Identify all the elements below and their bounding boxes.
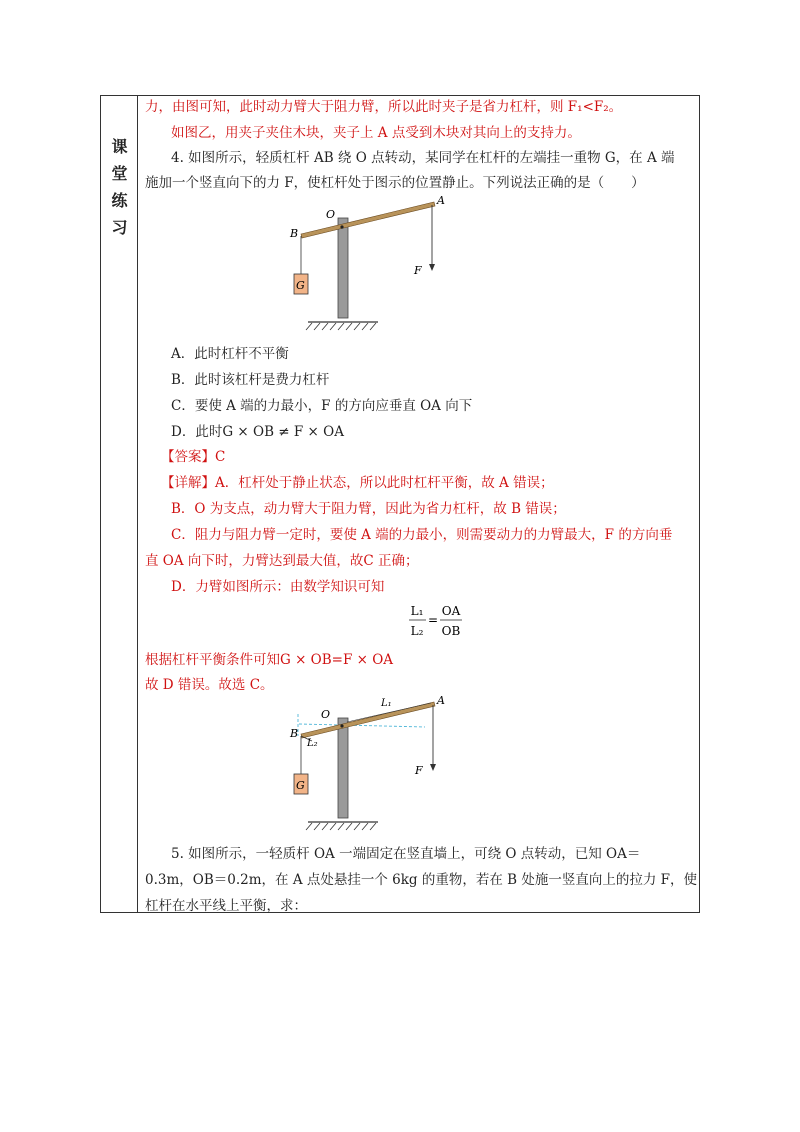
lever-figure-1 <box>276 196 506 331</box>
eq-oa: OA <box>441 604 461 618</box>
explanation-line: 如图乙，用夹子夹住木块，夹子上 A 点受到木块对其向上的支持力。 <box>171 125 581 141</box>
label-f: F <box>415 764 423 777</box>
lever-figure-2 <box>281 696 511 831</box>
balance-condition: 根据杠杆平衡条件可知G × OB=F × OA <box>145 652 394 668</box>
label-l2: L₂ <box>307 738 318 749</box>
explanation-b: B．O 为支点，动力臂大于阻力臂，因此为省力杠杆，故 B 错误； <box>171 501 566 517</box>
side-char: 课 <box>111 137 128 156</box>
ground-hatch <box>306 823 376 830</box>
label-o: O <box>321 708 331 721</box>
answer: 【答案】C <box>161 449 226 465</box>
question-5-text: 杠杆在水平线上平衡，求： <box>145 898 307 914</box>
side-char: 堂 <box>111 164 128 183</box>
side-column <box>101 96 138 912</box>
eq-l1: L₁ <box>410 604 424 618</box>
explanation-c: 直 OA 向下时，力臂达到最大值，故C 正确； <box>145 553 419 569</box>
label-o: O <box>326 208 336 221</box>
question-4-text: 施加一个竖直向下的力 F，使杠杆处于图示的位置静止。下列说法正确的是（ ） <box>145 175 645 191</box>
label-a: A <box>437 696 445 707</box>
label-a: A <box>437 196 445 207</box>
lever-arm-l1 <box>299 724 425 727</box>
pivot-point <box>340 724 343 727</box>
label-f: F <box>414 264 422 277</box>
label-b: B <box>290 227 299 240</box>
eq-ob: OB <box>441 624 461 638</box>
option-a: A．此时杠杆不平衡 <box>171 346 289 362</box>
explanation-line: 力，由图可知，此时动力臂大于阻力臂，所以此时夹子是省力杠杆，则 F₁<F₂。 <box>145 99 623 115</box>
eq-sign: = <box>427 613 439 627</box>
option-c: C．要使 A 端的力最小，F 的方向应垂直 OA 向下 <box>171 398 473 414</box>
lesson-table <box>100 95 700 913</box>
explanation-d: D．力臂如图所示：由数学知识可知 <box>171 579 385 595</box>
ground-hatch <box>306 323 376 330</box>
force-arrowhead <box>430 764 436 771</box>
conclusion: 故 D 错误。故选 C。 <box>145 677 274 693</box>
label-l1: L₁ <box>381 698 392 709</box>
question-4-text: 4. 如图所示，轻质杠杆 AB 绕 O 点转动，某同学在杠杆的左端挂一重物 G，在 A 端 <box>171 150 675 166</box>
support-pole <box>338 218 348 318</box>
support-pole <box>338 718 348 818</box>
option-d: D．此时G × OB ≠ F × OA <box>171 424 344 440</box>
label-g: G <box>296 779 305 792</box>
eq-l2: L₂ <box>410 624 424 638</box>
force-arrowhead <box>429 264 435 271</box>
option-b: B．此时该杠杆是费力杠杆 <box>171 372 330 388</box>
pivot-point <box>340 225 343 228</box>
explanation-a: 【详解】A．杠杆处于静止状态，所以此时杠杆平衡，故 A 错误； <box>161 475 554 491</box>
side-char: 习 <box>111 218 128 237</box>
side-char: 练 <box>111 191 128 210</box>
explanation-c: C．阻力与阻力臂一定时，要使 A 端的力最小，则需要动力的力臂最大，F 的方向垂 <box>171 527 673 543</box>
side-title <box>101 133 138 241</box>
ratio-equation <box>406 601 476 641</box>
question-5-text: 5. 如图所示，一轻质杆 OA 一端固定在竖直墙上，可绕 O 点转动，已知 OA＝ <box>171 846 641 862</box>
lever-bar <box>301 202 435 238</box>
question-5-text: 0.3m，OB＝0.2m，在 A 点处悬挂一个 6kg 的重物，若在 B 处施一竖直向上的拉力 F，使 <box>145 872 698 888</box>
label-b: B <box>290 727 299 740</box>
label-g: G <box>296 279 305 292</box>
